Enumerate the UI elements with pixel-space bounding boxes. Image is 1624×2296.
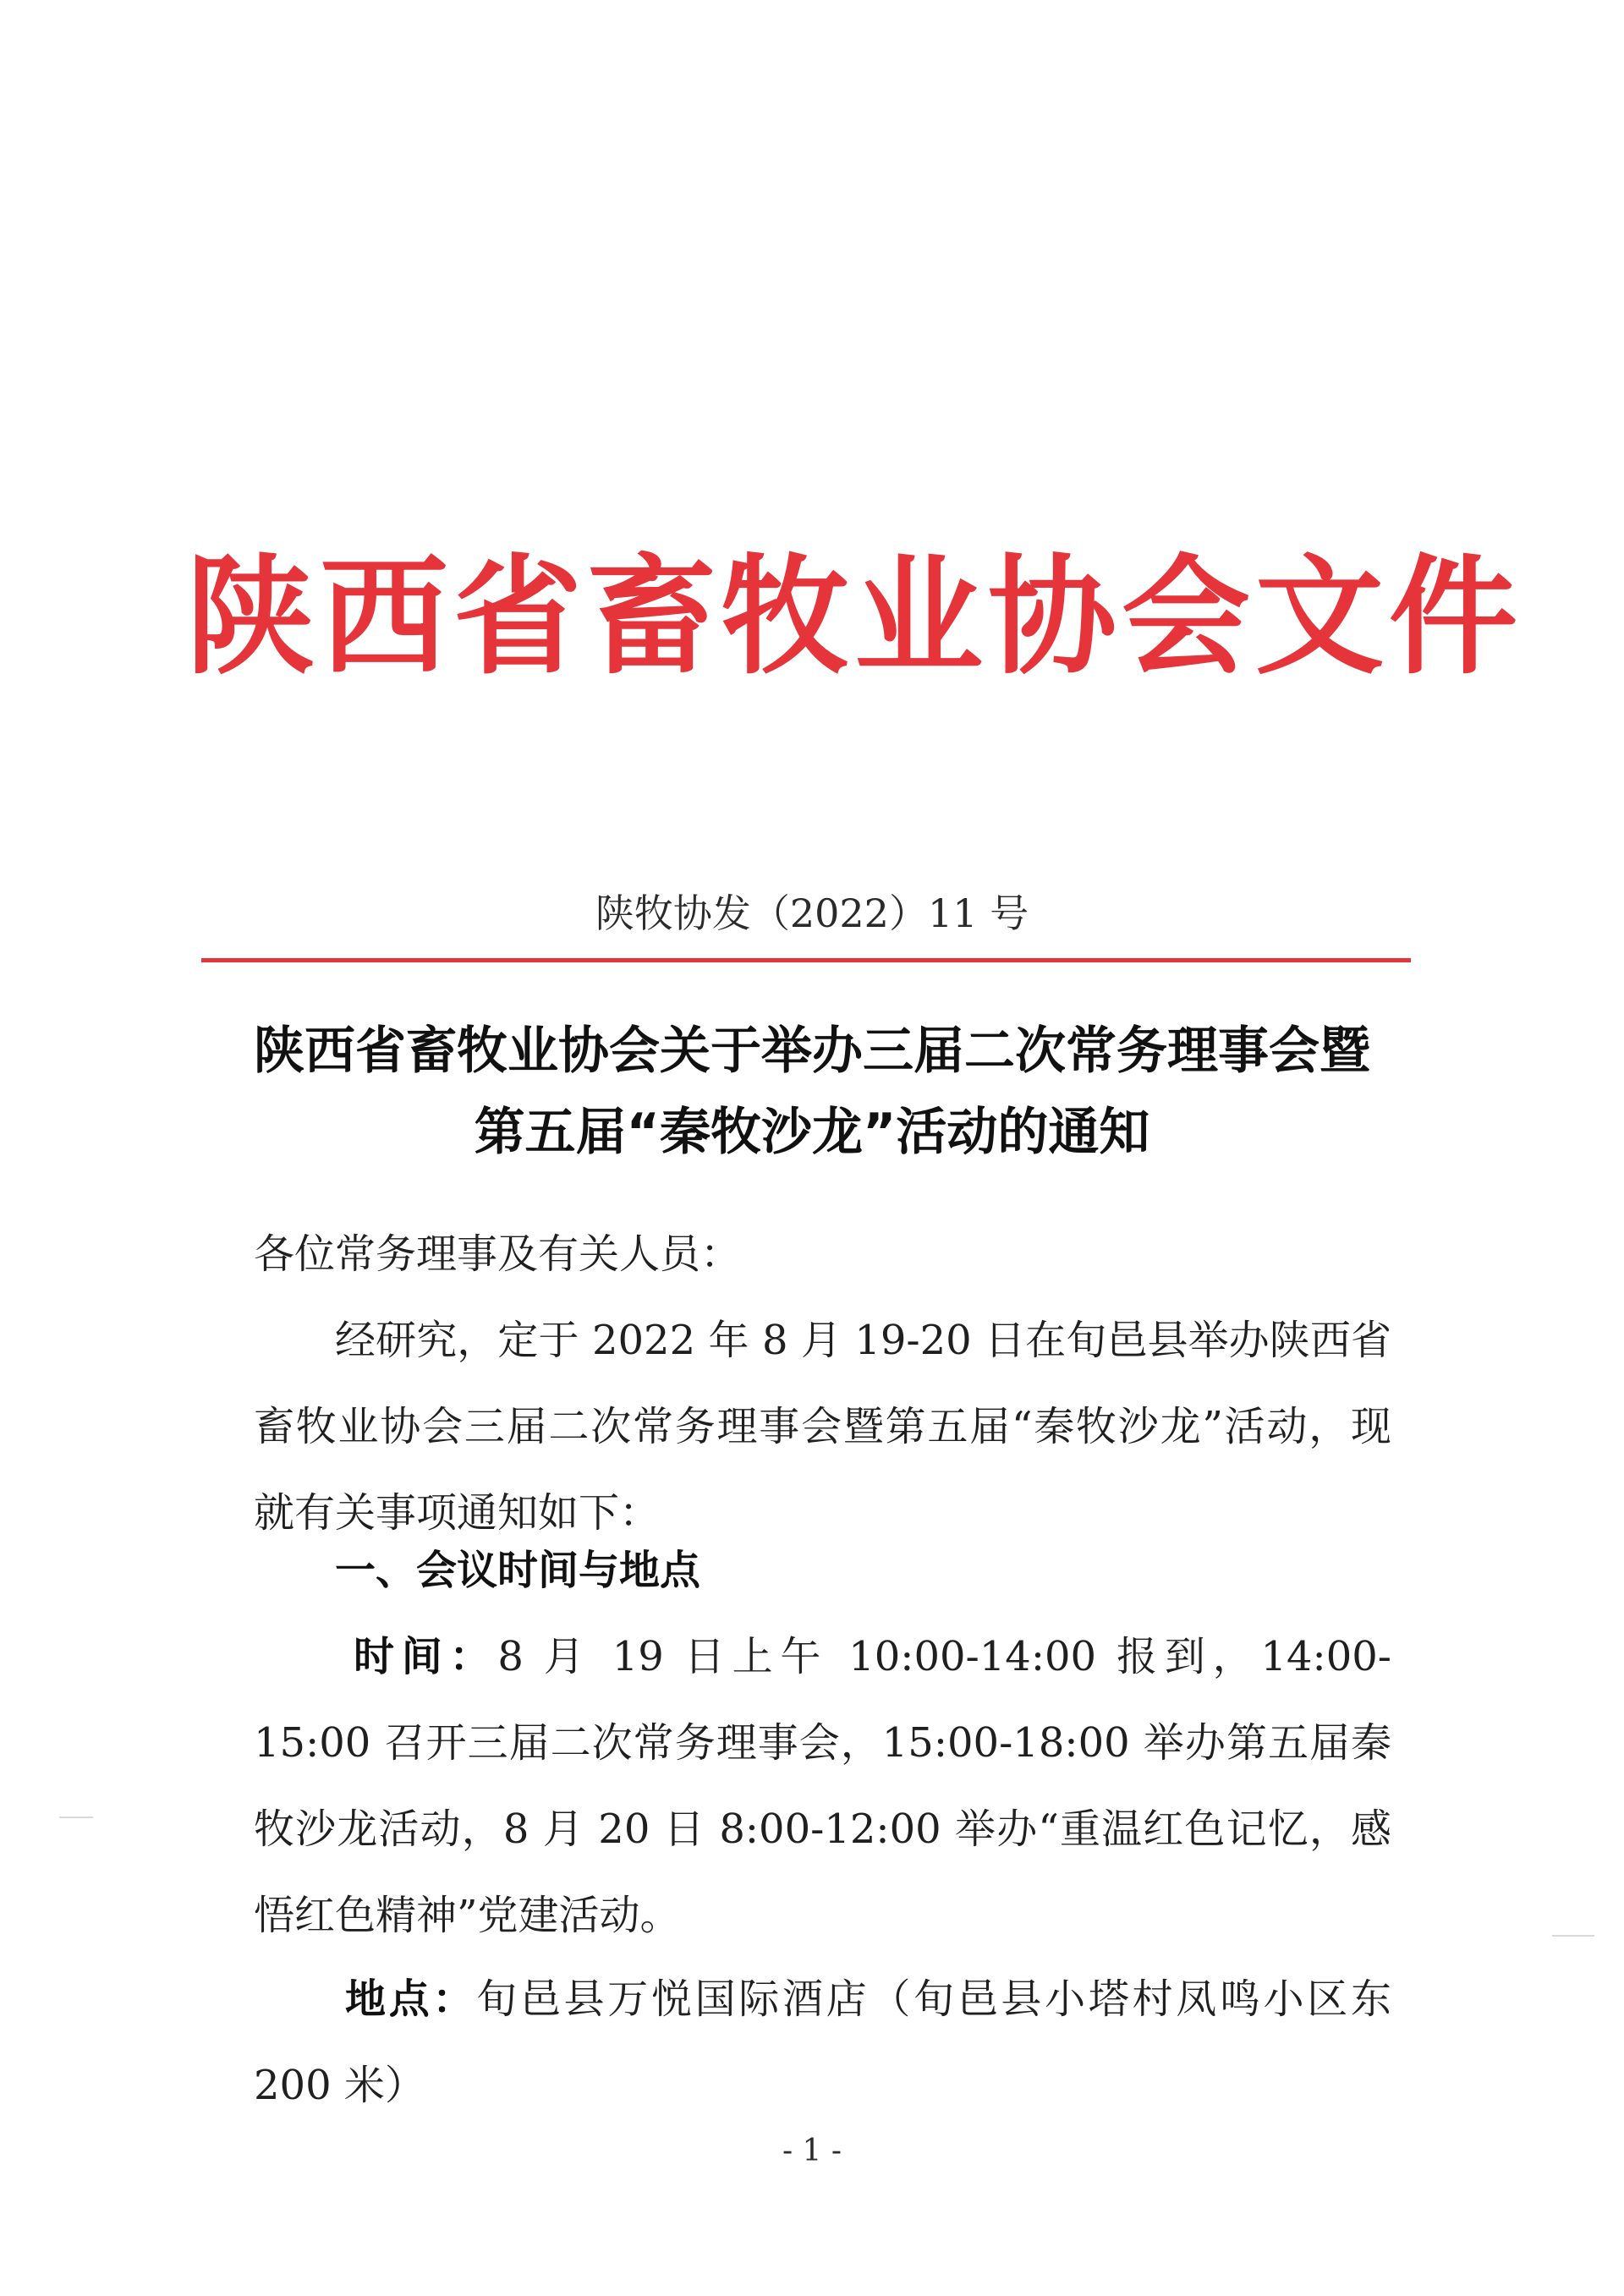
section-heading-time-place: 一、会议时间与地点 — [335, 1547, 701, 1594]
place-text: 旬邑县万悦国际酒店（旬邑县小塔村凤鸣小区东 200 米） — [254, 1975, 1391, 2109]
masthead-title: 陕西省畜牧业协会文件 — [186, 542, 1522, 692]
time-text: 8 月 19 日上午 10:00-14:00 报到，14:00-15:00 召开三届二次常务理事会，15:00-18:00 举办第五届秦牧沙龙活动，8 月 20 日 8:00-12:00 举办“重温红色记忆，感悟红色精神”党建活动。 — [254, 1633, 1391, 1939]
notice-title-line-2: 第五届“秦牧沙龙”活动的通知 — [474, 1103, 1150, 1162]
notice-title — [203, 1011, 1421, 1173]
place-label: 地点： — [345, 1975, 477, 2023]
red-divider-line — [201, 958, 1411, 962]
document-number: 陕牧协发（2022）11 号 — [595, 890, 1029, 936]
place-paragraph — [254, 1956, 1391, 2129]
scan-artifact-right — [1552, 1935, 1594, 1937]
salutation: 各位常务理事及有关人员： — [254, 1230, 742, 1278]
notice-title-line-1: 陕西省畜牧业协会关于举办三届二次常务理事会暨 — [254, 1022, 1370, 1081]
scan-artifact-left — [59, 1817, 93, 1818]
time-label: 时间： — [354, 1633, 498, 1680]
time-paragraph — [254, 1614, 1391, 1959]
intro-paragraph: 经研究，定于 2022 年 8 月 19-20 日在旬邑县举办陕西省畜牧业协会三届二次常务理事会暨第五届“秦牧沙龙”活动，现就有关事项通知如下： — [254, 1317, 1391, 1537]
page-number: - 1 - — [782, 2134, 842, 2168]
